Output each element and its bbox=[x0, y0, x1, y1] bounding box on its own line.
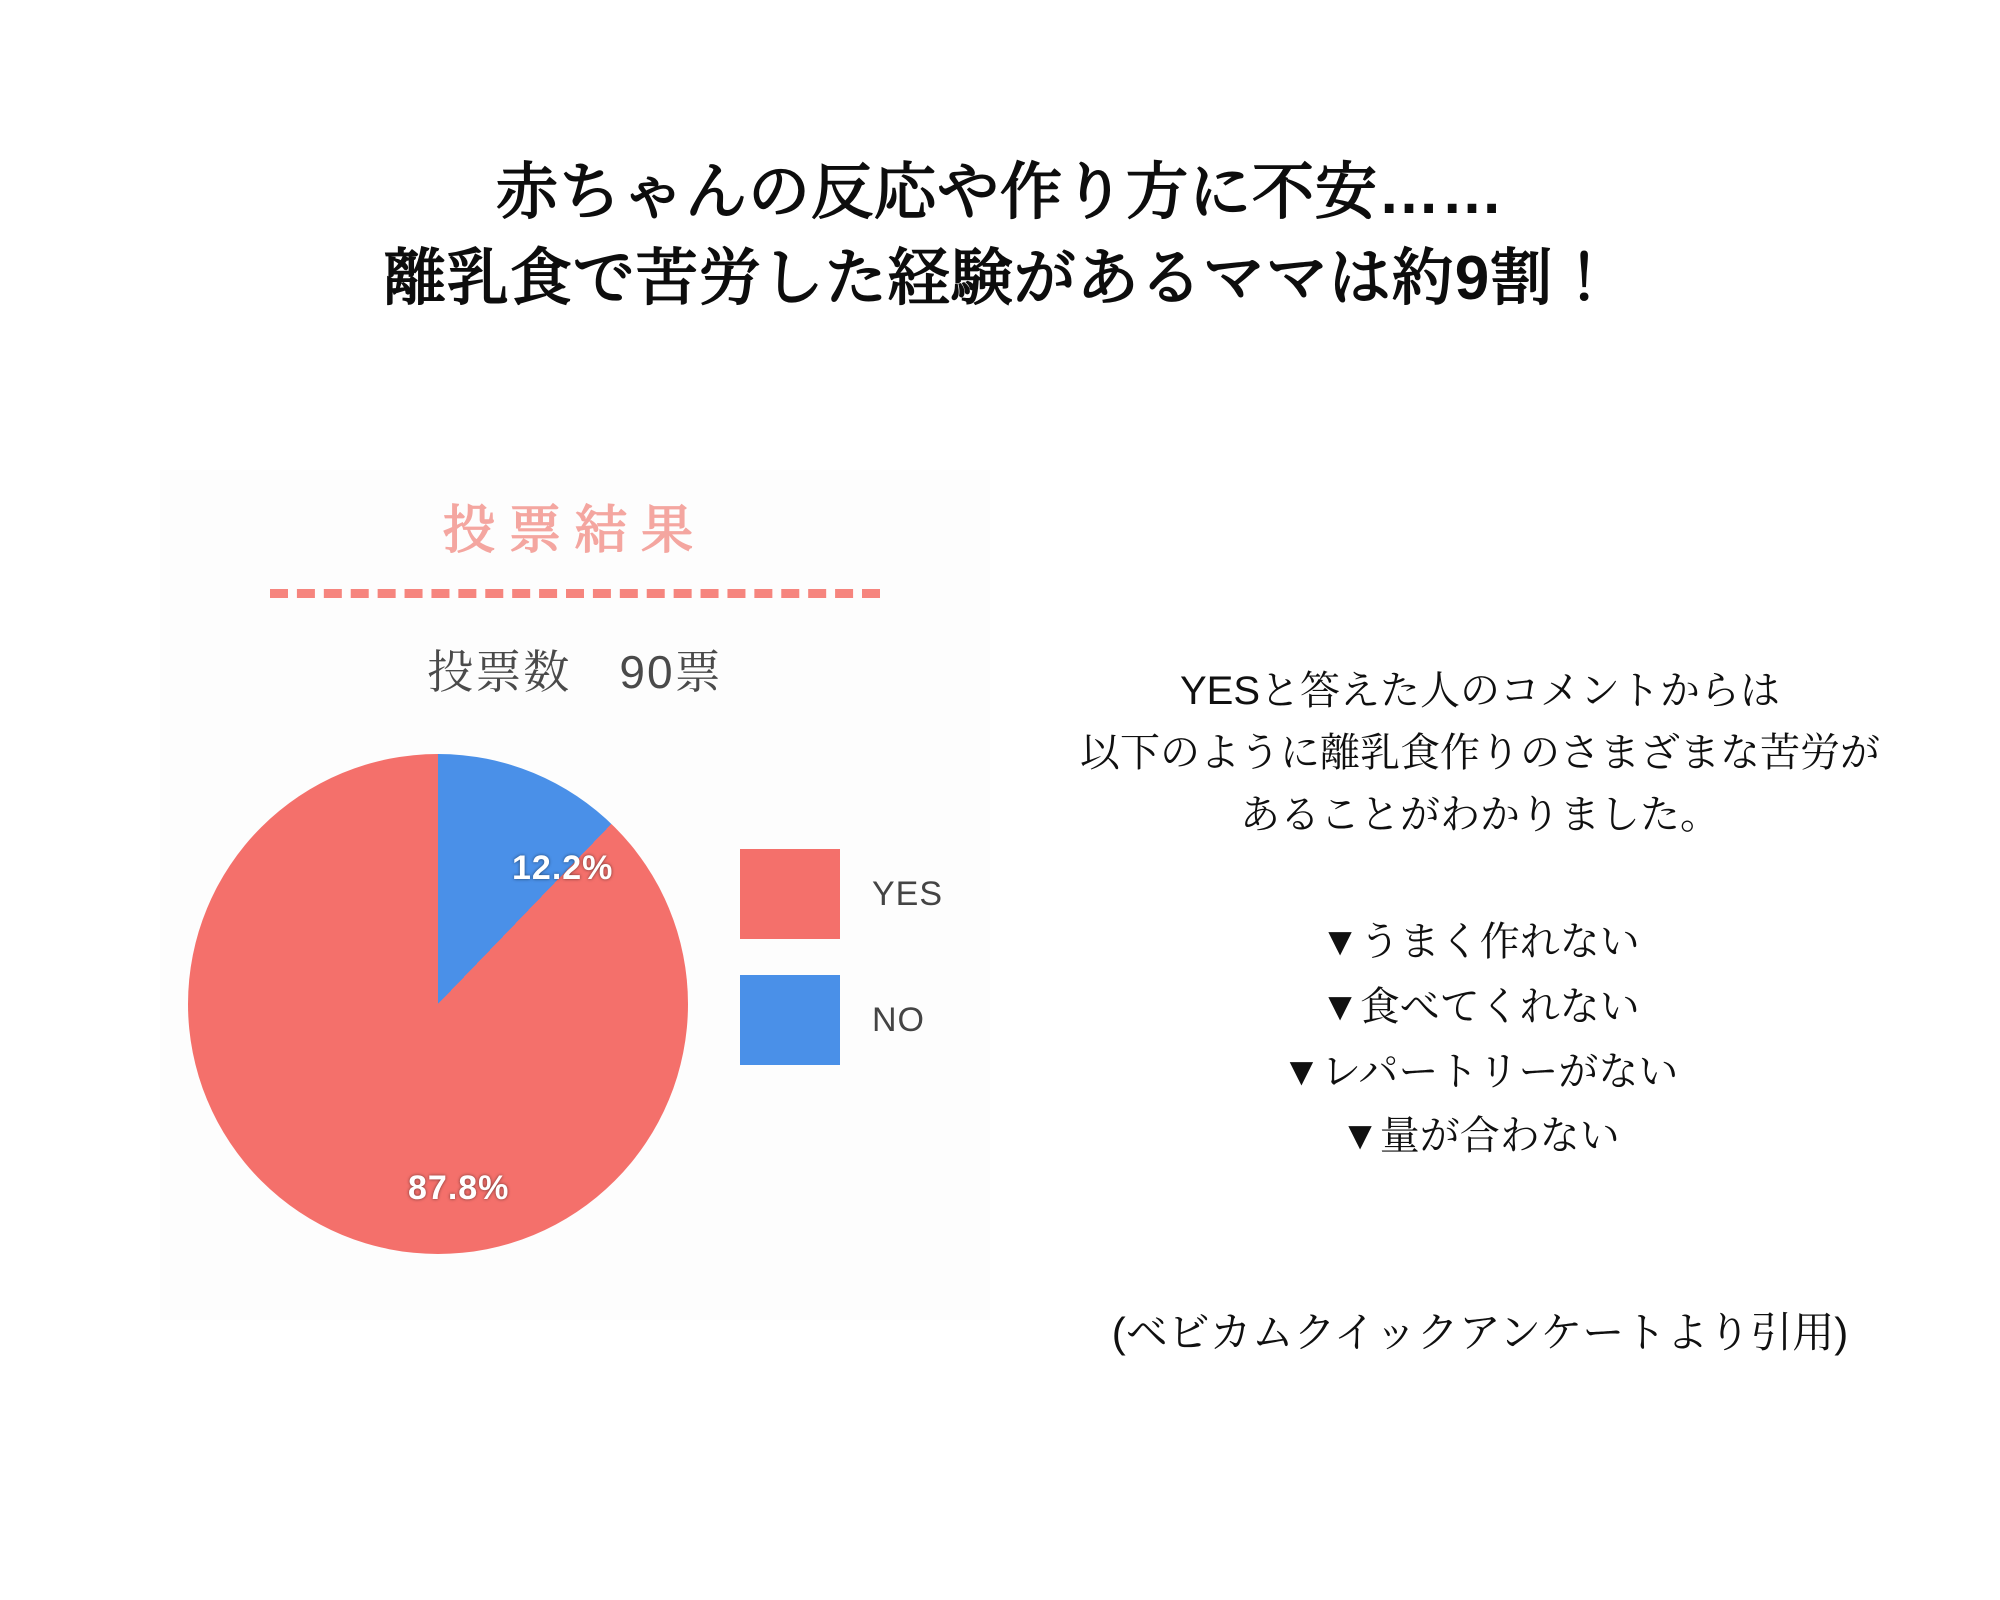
title-line-1: 赤ちゃんの反応や作り方に不安…… bbox=[495, 158, 1504, 227]
dashed-divider bbox=[270, 589, 880, 598]
pie-chart bbox=[160, 744, 990, 1264]
poll-heading: 投票結果 bbox=[442, 502, 707, 560]
hardship-list bbox=[1000, 910, 1960, 1169]
legend-label-no: NO bbox=[872, 1000, 925, 1039]
page-title bbox=[0, 150, 2000, 321]
legend-swatch-no-icon bbox=[740, 975, 840, 1065]
list-item: ▼食べてくれない bbox=[1320, 984, 1640, 1029]
legend-label-yes: YES bbox=[872, 874, 944, 913]
list-item: ▼うまく作れない bbox=[1320, 920, 1640, 964]
legend-item-yes bbox=[740, 849, 943, 939]
intro-line-3: あることがわかりました。 bbox=[1240, 793, 1720, 837]
intro-line-2: 以下のように離乳食作りのさまざまな苦労が bbox=[1080, 731, 1880, 775]
legend-item-no bbox=[740, 975, 943, 1065]
vote-count-label: 投票数 90票 bbox=[427, 646, 723, 698]
commentary-block bbox=[1000, 660, 1960, 1169]
list-item: ▼レパートリーがない bbox=[1281, 1049, 1679, 1094]
pie-slice-label-no: 12.2% bbox=[512, 849, 614, 887]
chart-legend bbox=[740, 849, 943, 1101]
poll-result-card bbox=[160, 470, 990, 1320]
title-line-2: 離乳食で苦労した経験があるママは約9割！ bbox=[383, 243, 1617, 313]
pie-slice-label-yes: 87.8% bbox=[408, 1169, 510, 1207]
list-item: ▼量が合わない bbox=[1340, 1114, 1620, 1159]
intro-line-1: YESと答えた人のコメントからは bbox=[1179, 669, 1781, 713]
legend-swatch-yes-icon bbox=[740, 849, 840, 939]
source-citation: (ベビカムクイックアンケートより引用) bbox=[1111, 1309, 1849, 1356]
